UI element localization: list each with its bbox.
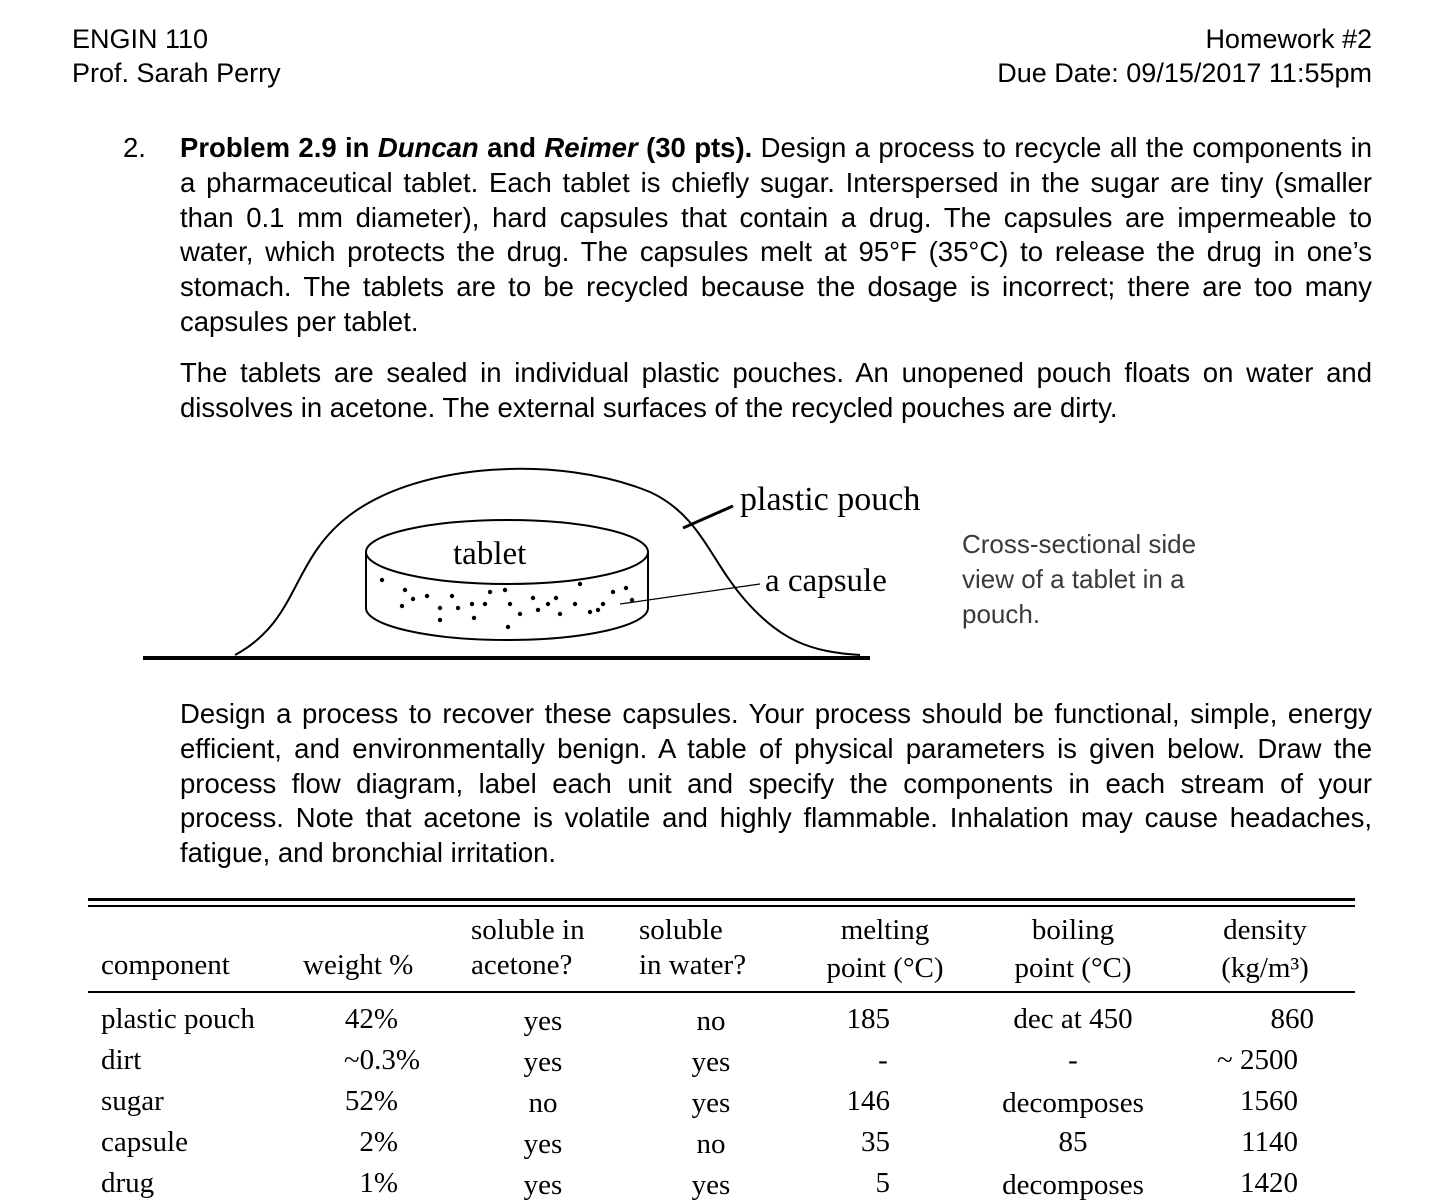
- row-5-density: 1420: [1240, 1167, 1298, 1199]
- row-5-weight: 1%: [359, 1167, 398, 1199]
- row-1-acetone: yes: [523, 1005, 563, 1037]
- tablet-bottom: [366, 608, 648, 640]
- header-weight: weight %: [303, 949, 414, 981]
- problem-points: (30 pts).: [637, 132, 753, 163]
- label-tablet: tablet: [453, 536, 527, 572]
- capsule-dots: [380, 578, 634, 629]
- row-1-boiling: dec at 450: [1013, 1003, 1133, 1035]
- problem-title: Problem 2.9 in: [180, 132, 378, 163]
- header-water-line-2: in water?: [639, 949, 747, 981]
- row-3-water: yes: [691, 1087, 731, 1119]
- row-4-water: no: [696, 1128, 726, 1160]
- problem-paragraph-2: The tablets are sealed in individual plastic pouches. An unopened pouch floats on water and dissolves in acetone. The external surfaces of the recycled pouches are dirty.: [180, 357, 1372, 423]
- row-4-boiling: 85: [1058, 1126, 1088, 1158]
- header-right: [997, 22, 1372, 90]
- row-4-density: 1140: [1241, 1126, 1298, 1158]
- row-4-melting: 35: [861, 1126, 890, 1158]
- row-3-boiling: decomposes: [1002, 1087, 1144, 1119]
- problem-text: Design a process to recycle all the components in a pharmaceutical tablet. Each tablet is chiefly sugar. Interspersed in the sugar are tiny (smaller than 0.1 mm diameter), hard capsules that contain a drug. The capsules are impermeable to water, which protects the drug. The capsules melt at 95°F (35°C) to release the drug in one’s stomach. The tablets are to be recycled because the dosage is incorrect; there are too many capsules per tablet.: [180, 132, 1373, 337]
- figure-caption: [962, 527, 1262, 632]
- problem-statement: [123, 131, 1373, 340]
- problem-paragraph-1: [180, 131, 1372, 340]
- row-3-acetone: no: [528, 1087, 558, 1119]
- header-boiling-line-1: boiling: [1031, 914, 1115, 946]
- header-density-line-1: density: [1223, 914, 1307, 946]
- row-1-melting: 185: [846, 1003, 890, 1035]
- row-1-water: no: [696, 1005, 726, 1037]
- caption-line-1: Cross-sectional side: [962, 529, 1197, 559]
- title-and: and: [478, 132, 545, 163]
- author-duncan: Duncan: [377, 132, 479, 163]
- row-2-acetone: yes: [523, 1046, 563, 1078]
- caption-line-2: view of a tablet in a: [962, 564, 1185, 594]
- header-left: [72, 22, 281, 90]
- header-acetone-line-1: soluble in: [471, 914, 585, 946]
- row-2-component: dirt: [101, 1044, 142, 1076]
- table-top-rule: [88, 898, 1355, 901]
- row-3-weight: 52%: [344, 1085, 398, 1117]
- table-top-rule-2: [88, 905, 1355, 907]
- pouch-leader: [683, 506, 733, 528]
- row-1-weight: 42%: [344, 1003, 398, 1035]
- row-3-melting: 146: [846, 1085, 890, 1117]
- label-capsule: a capsule: [765, 563, 887, 599]
- problem-number: 2.: [123, 132, 146, 163]
- row-3-density: 1560: [1240, 1085, 1298, 1117]
- row-5-water: yes: [691, 1169, 731, 1201]
- row-5-component: drug: [101, 1167, 155, 1199]
- row-5-melting: 5: [875, 1167, 890, 1199]
- due-date: Due Date: 09/15/2017 11:55pm: [997, 58, 1372, 88]
- header-melting-line-2: point (°C): [826, 952, 944, 984]
- course-code: ENGIN 110: [72, 24, 209, 54]
- caption-line-3: pouch.: [962, 599, 1041, 629]
- row-2-boiling: -: [1068, 1044, 1078, 1076]
- row-2-density: ~ 2500: [1217, 1044, 1298, 1076]
- author-reimer: Reimer: [544, 132, 638, 163]
- problem-paragraph-3: Design a process to recover these capsules. Your process should be functional, simple, energy efficient, and environmentally benign. A table of physical parameters is given below. Draw the process flow diagram, label each unit and specify the components in each stream of your process. Note that acetone is volatile and highly flammable. Inhalation may cause headaches, fatigue, and bronchial irritation.: [180, 698, 1372, 869]
- header-boiling-line-2: point (°C): [1014, 952, 1132, 984]
- header-water-line-1: soluble: [639, 914, 723, 946]
- row-2-melting: -: [878, 1044, 888, 1076]
- header-melting-line-1: melting: [840, 914, 930, 946]
- header-acetone-line-2: acetone?: [471, 949, 573, 981]
- professor-name: Prof. Sarah Perry: [72, 58, 281, 88]
- row-2-water: yes: [691, 1046, 731, 1078]
- row-5-boiling: decomposes: [1002, 1169, 1144, 1201]
- assignment-title: Homework #2: [1205, 24, 1372, 54]
- pouch-diagram: [0, 440, 960, 680]
- row-4-acetone: yes: [523, 1128, 563, 1160]
- row-1-density: 860: [1270, 1003, 1314, 1035]
- header-component: component: [101, 949, 230, 981]
- row-4-weight: 2%: [359, 1126, 398, 1158]
- row-3-component: sugar: [101, 1085, 164, 1117]
- row-5-acetone: yes: [523, 1169, 563, 1201]
- label-plastic-pouch: plastic pouch: [740, 481, 921, 518]
- table-header-rule: [88, 991, 1355, 993]
- header-density-line-2: (kg/m³): [1221, 952, 1309, 984]
- row-1-component: plastic pouch: [101, 1003, 255, 1035]
- row-2-weight: ~0.3%: [343, 1044, 420, 1076]
- row-4-component: capsule: [101, 1126, 188, 1158]
